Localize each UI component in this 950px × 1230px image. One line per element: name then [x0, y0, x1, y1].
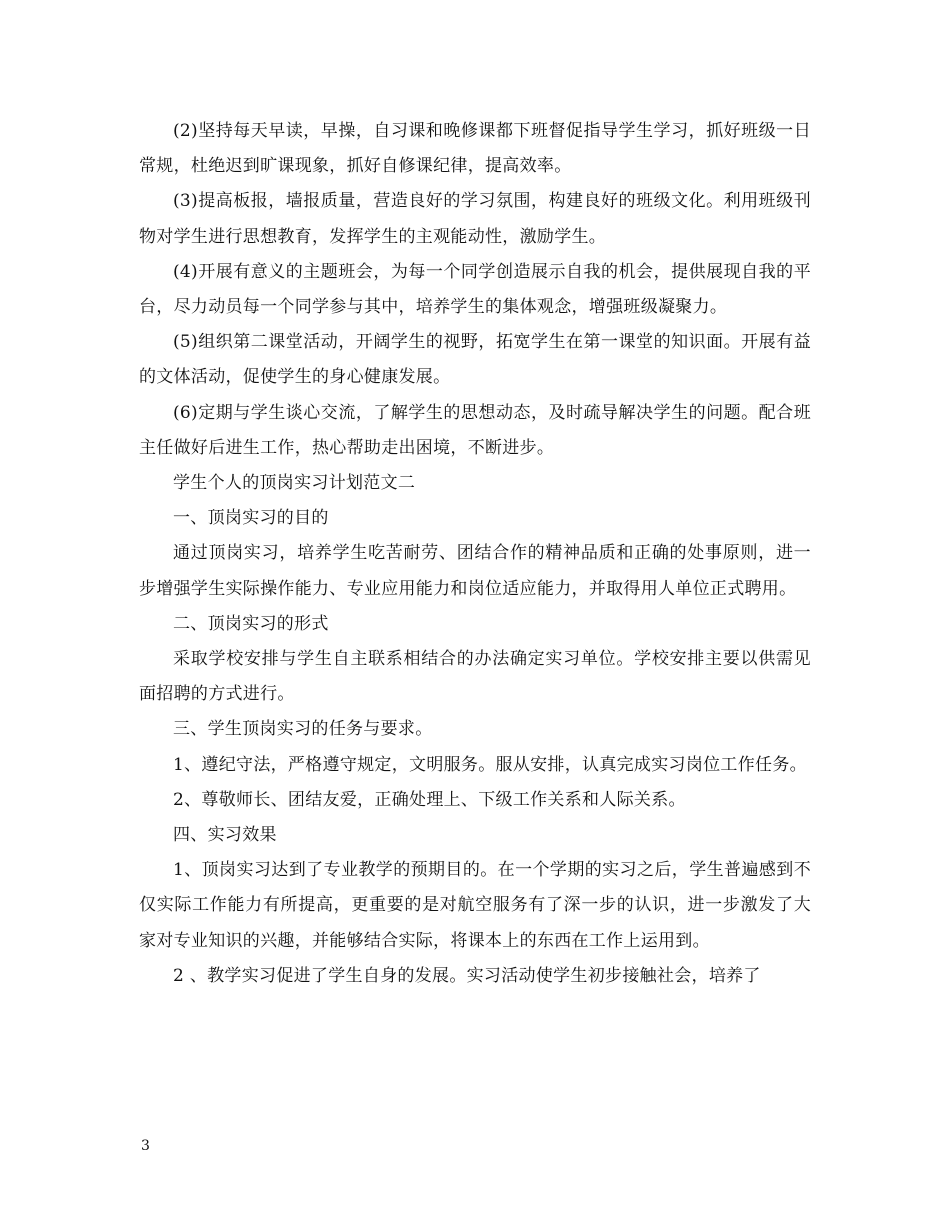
paragraph-task-2: 2、尊敬师长、团结友爱，正确处理上、下级工作关系和人际关系。	[173, 789, 686, 810]
paragraph-item-2: (2)坚持每天早读，早操，自习课和晚修课都下班督促指导学生学习，抓好班级一日常规，杜绝迟到旷课现象，抓好自修课纪律，提高效率。	[139, 121, 811, 177]
heading-form: 二、顶岗实习的形式	[173, 613, 329, 634]
page-number: 3	[141, 1138, 150, 1154]
paragraph-purpose: 通过顶岗实习，培养学生吃苦耐劳、团结合作的精神品质和正确的处事原则，进一步增强学生实际操作能力、专业应用能力和岗位适应能力，并取得用人单位正式聘用。	[139, 543, 811, 599]
heading-effect: 四、实习效果	[173, 825, 277, 846]
paragraph-effect-2: 2 、教学实习促进了学生自身的发展。实习活动使学生初步接触社会，培养了	[173, 965, 761, 986]
paragraph-task-1: 1、遵纪守法，严格遵守规定，文明服务。服从安排，认真完成实习岗位工作任务。	[173, 754, 807, 775]
document-body	[139, 114, 811, 994]
heading-tasks: 三、学生顶岗实习的任务与要求。	[173, 719, 433, 740]
paragraph-form: 采取学校安排与学生自主联系相结合的办法确定实习单位。学校安排主要以供需见面招聘的方式进行。	[139, 649, 811, 705]
heading-purpose: 一、顶岗实习的目的	[173, 508, 329, 529]
paragraph-effect-1: 1、顶岗实习达到了专业教学的预期目的。在一个学期的实习之后，学生普遍感到不仅实际工作能力有所提高，更重要的是对航空服务有了深一步的认识，进一步激发了大家对专业知识的兴趣，并能够结合实际，将课本上的东西在工作上运用到。	[139, 860, 811, 951]
section-title: 学生个人的顶岗实习计划范文二	[173, 473, 416, 494]
paragraph-item-3: (3)提高板报，墙报质量，营造良好的学习氛围，构建良好的班级文化。利用班级刊物对学生进行思想教育，发挥学生的主观能动性，激励学生。	[139, 191, 811, 247]
paragraph-item-4: (4)开展有意义的主题班会，为每一个同学创造展示自我的机会，提供展现自我的平台，尽力动员每一个同学参与其中，培养学生的集体观念，增强班级凝聚力。	[139, 261, 811, 318]
paragraph-item-5: (5)组织第二课堂活动，开阔学生的视野，拓宽学生在第一课堂的知识面。开展有益的文体活动，促使学生的身心健康发展。	[139, 332, 811, 388]
paragraph-item-6: (6)定期与学生谈心交流，了解学生的思想动态，及时疏导解决学生的问题。配合班主任做好后进生工作，热心帮助走出困境，不断进步。	[139, 402, 811, 458]
